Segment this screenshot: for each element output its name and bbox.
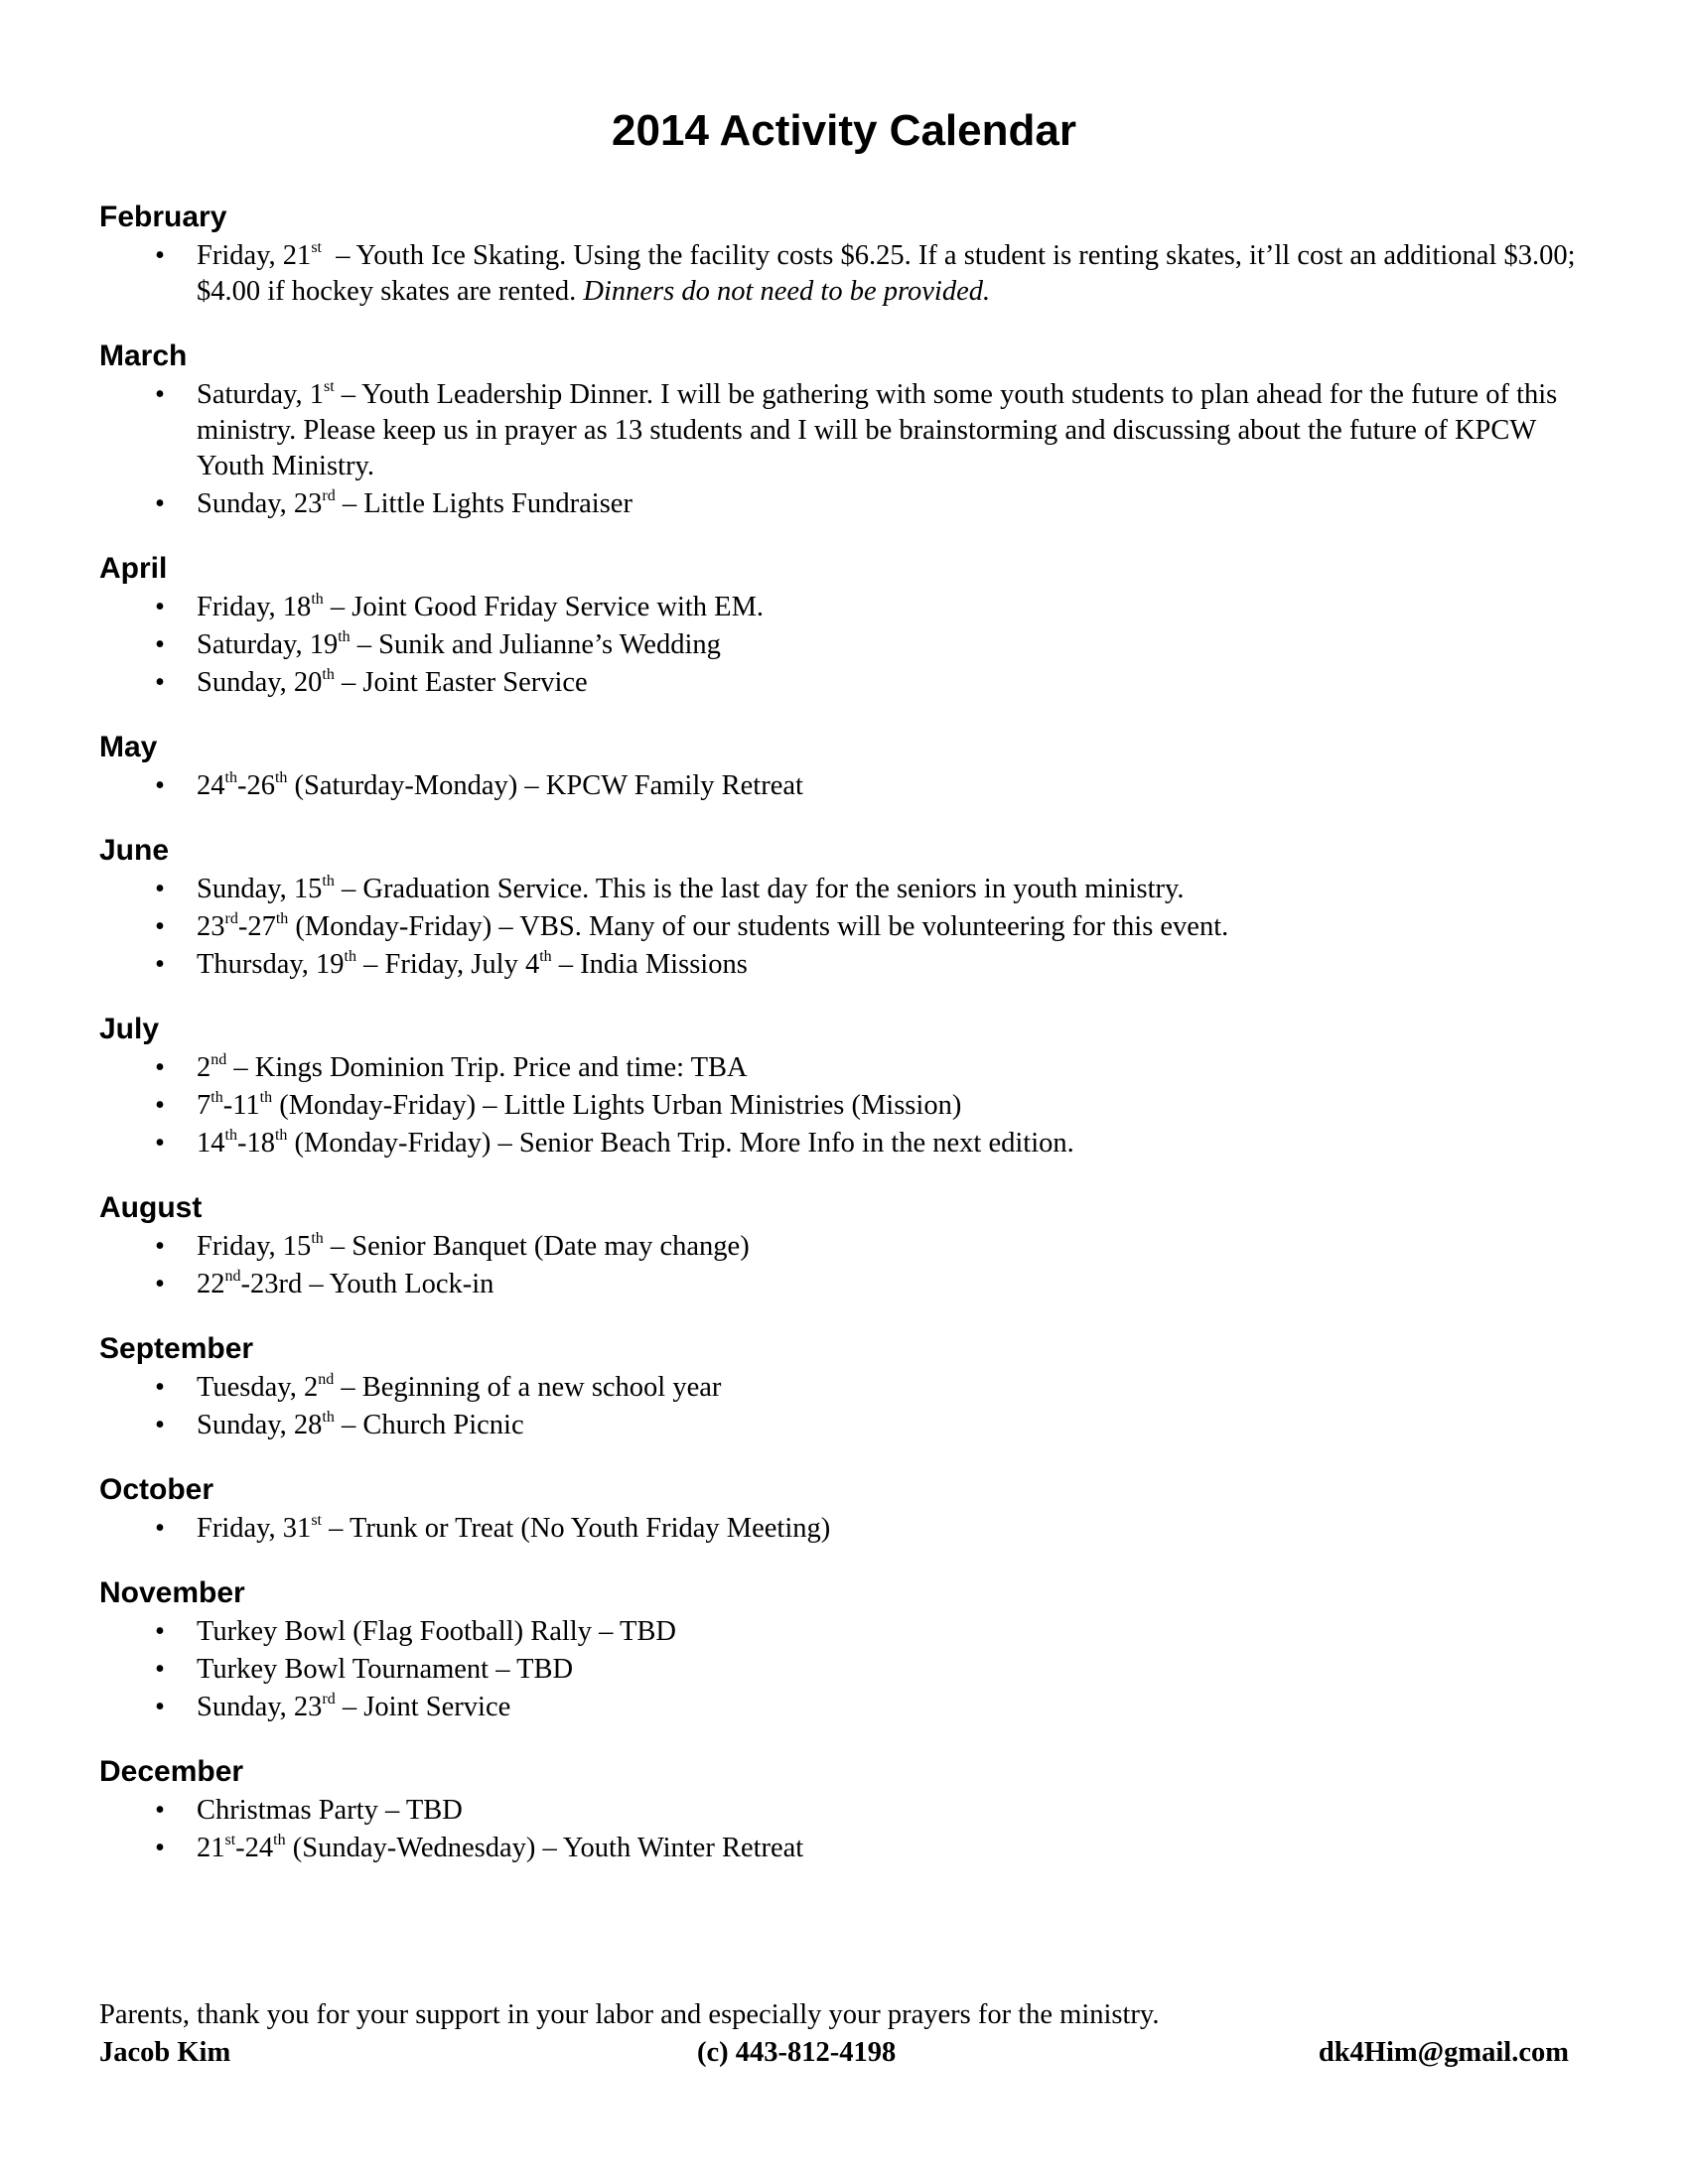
event-text: 23 <box>197 911 225 942</box>
bullet-icon: • <box>155 1128 165 1159</box>
event-text: – Joint Easter Service <box>334 667 588 698</box>
event-list <box>99 1229 1609 1302</box>
ordinal-suffix: th <box>224 769 237 786</box>
event-text: Friday, 18 <box>197 592 312 622</box>
event-list <box>99 872 1609 983</box>
event-text: – Joint Good Friday Service with EM. <box>323 592 765 622</box>
contact-phone: (c) 443-812-4198 <box>697 2037 897 2068</box>
ordinal-suffix: th <box>322 1409 335 1426</box>
ordinal-suffix: th <box>344 948 356 965</box>
event-item <box>99 1652 1609 1688</box>
bullet-icon: • <box>155 874 165 904</box>
ordinal-suffix: nd <box>211 1051 227 1068</box>
event-text: -23rd – Youth Lock-in <box>240 1269 494 1299</box>
month-heading: October <box>99 1473 214 1506</box>
month-heading: June <box>99 834 170 867</box>
event-list <box>99 1511 1609 1547</box>
event-text: 2 <box>197 1052 211 1083</box>
event-text: – Beginning of a new school year <box>334 1372 722 1403</box>
event-text: Christmas Party – TBD <box>197 1795 463 1826</box>
event-item <box>99 665 1609 701</box>
ordinal-suffix: th <box>275 910 289 927</box>
event-item <box>99 1831 1609 1866</box>
event-text: -24 <box>235 1833 274 1863</box>
ordinal-suffix: th <box>274 769 288 786</box>
ordinal-suffix: th <box>539 948 552 965</box>
month-section <box>99 1011 1609 1161</box>
event-text: – Graduation Service. This is the last day for the seniors in youth ministry. <box>334 874 1185 904</box>
month-section <box>99 1753 1609 1866</box>
event-item <box>99 486 1609 522</box>
ordinal-suffix: rd <box>322 1691 336 1707</box>
event-text: – Little Lights Fundraiser <box>335 488 633 519</box>
event-item <box>99 947 1609 983</box>
event-item <box>99 1267 1609 1302</box>
bullet-icon: • <box>155 1692 165 1722</box>
event-text: Friday, 21 <box>197 240 312 271</box>
bullet-icon: • <box>155 629 165 660</box>
event-text: -26 <box>236 770 275 801</box>
month-section <box>99 1574 1609 1725</box>
event-text: – Kings Dominion Trip. Price and time: TBA <box>226 1052 748 1083</box>
ordinal-suffix: th <box>211 1089 223 1106</box>
ordinal-suffix: rd <box>322 487 336 504</box>
bullet-icon: • <box>155 1372 165 1403</box>
ordinal-suffix: nd <box>318 1371 335 1388</box>
bullet-icon: • <box>155 1513 165 1544</box>
ordinal-suffix: th <box>224 1127 237 1144</box>
event-item <box>99 1614 1609 1650</box>
event-item <box>99 1050 1609 1086</box>
event-item <box>99 768 1609 804</box>
event-text: (Monday-Friday) – VBS. Many of our students will be volunteering for this event. <box>288 911 1229 942</box>
event-text: – Youth Ice Skating. Using the facility costs $6.25. If a student is renting skates, it’ll cost an additional $3.00; $4.00 if hockey skates are rented. <box>197 240 1583 307</box>
event-text: Sunday, 20 <box>197 667 323 698</box>
month-heading: August <box>99 1191 203 1224</box>
event-text: -11 <box>222 1090 260 1121</box>
event-text: (Monday-Friday) – Senior Beach Trip. More Info in the next edition. <box>287 1128 1074 1159</box>
bullet-icon: • <box>155 1795 165 1826</box>
event-text: – Friday, July 4 <box>356 949 540 980</box>
month-section <box>99 199 1609 310</box>
event-list <box>99 377 1609 522</box>
ordinal-suffix: st <box>311 1512 322 1529</box>
bullet-icon: • <box>155 1616 165 1647</box>
event-item <box>99 1408 1609 1443</box>
event-text: 7 <box>197 1090 211 1121</box>
bullet-icon: • <box>155 592 165 622</box>
ordinal-suffix: st <box>224 1832 236 1848</box>
month-heading: April <box>99 552 168 585</box>
event-text: Friday, 15 <box>197 1231 312 1262</box>
event-list <box>99 1050 1609 1161</box>
event-text: – Sunik and Julianne’s Wedding <box>350 629 721 660</box>
month-heading: November <box>99 1576 245 1609</box>
bullet-icon: • <box>155 240 165 271</box>
month-section <box>99 550 1609 701</box>
event-text: – Senior Banquet (Date may change) <box>323 1231 750 1262</box>
bullet-icon: • <box>155 488 165 519</box>
ordinal-suffix: th <box>311 591 324 608</box>
event-item <box>99 1370 1609 1406</box>
month-section <box>99 832 1609 983</box>
event-text: – Trunk or Treat (No Youth Friday Meeting) <box>321 1513 831 1544</box>
event-item <box>99 377 1609 484</box>
ordinal-suffix: th <box>273 1832 286 1848</box>
bullet-icon: • <box>155 1231 165 1262</box>
bullet-icon: • <box>155 770 165 801</box>
bullet-icon: • <box>155 1654 165 1685</box>
ordinal-suffix: th <box>338 628 351 645</box>
event-item <box>99 909 1609 945</box>
event-item <box>99 1690 1609 1725</box>
event-text: Sunday, 15 <box>197 874 323 904</box>
event-note: Dinners do not need to be provided. <box>583 276 991 307</box>
event-text: Friday, 31 <box>197 1513 312 1544</box>
month-heading: February <box>99 201 227 233</box>
bullet-icon: • <box>155 1410 165 1440</box>
event-text: Thursday, 19 <box>197 949 345 980</box>
bullet-icon: • <box>155 1269 165 1299</box>
event-list <box>99 1370 1609 1443</box>
event-item <box>99 1511 1609 1547</box>
document-title: 2014 Activity Calendar <box>612 106 1076 155</box>
ordinal-suffix: th <box>322 873 335 889</box>
event-list <box>99 1793 1609 1866</box>
event-item <box>99 627 1609 663</box>
month-section <box>99 1189 1609 1302</box>
event-item <box>99 1126 1609 1161</box>
event-item <box>99 1793 1609 1829</box>
event-text: – Youth Leadership Dinner. I will be gathering with some youth students to plan ahead for the future of this ministry. Please keep us in prayer as 13 students and I will be brainstorming and discussing about the future of KPCW Youth Ministry. <box>197 379 1565 481</box>
event-list <box>99 590 1609 701</box>
bullet-icon: • <box>155 1090 165 1121</box>
event-text: Sunday, 28 <box>197 1410 323 1440</box>
event-list <box>99 1614 1609 1725</box>
event-text: Saturday, 19 <box>197 629 339 660</box>
event-text: (Monday-Friday) – Little Lights Urban Ministries (Mission) <box>272 1090 962 1121</box>
closing-note: Parents, thank you for your support in your labor and especially your prayers for the ministry. <box>99 1999 1160 2030</box>
contact-line <box>99 2035 1569 2071</box>
event-text: – Joint Service <box>335 1692 511 1722</box>
event-text: Tuesday, 2 <box>197 1372 319 1403</box>
calendar-months <box>99 199 1609 1894</box>
event-text: -18 <box>236 1128 275 1159</box>
event-text: (Sunday-Wednesday) – Youth Winter Retreat <box>285 1833 804 1863</box>
month-heading: July <box>99 1013 160 1045</box>
event-text: – India Missions <box>551 949 748 980</box>
event-text: -27 <box>237 911 276 942</box>
bullet-icon: • <box>155 1833 165 1863</box>
event-text: 22 <box>197 1269 225 1299</box>
event-item <box>99 1229 1609 1265</box>
event-text: Turkey Bowl Tournament – TBD <box>197 1654 574 1685</box>
event-text: Sunday, 23 <box>197 488 323 519</box>
month-heading: March <box>99 340 188 372</box>
bullet-icon: • <box>155 911 165 942</box>
month-section <box>99 1471 1609 1547</box>
ordinal-suffix: rd <box>224 910 238 927</box>
event-text: (Saturday-Monday) – KPCW Family Retreat <box>287 770 803 801</box>
month-section <box>99 1330 1609 1443</box>
ordinal-suffix: st <box>323 378 335 395</box>
event-list <box>99 238 1609 310</box>
event-text: Turkey Bowl (Flag Football) Rally – TBD <box>197 1616 676 1647</box>
ordinal-suffix: st <box>311 239 322 256</box>
event-text: 24 <box>197 770 225 801</box>
month-heading: May <box>99 731 158 763</box>
event-text: – Church Picnic <box>334 1410 524 1440</box>
event-item <box>99 872 1609 907</box>
ordinal-suffix: th <box>259 1089 273 1106</box>
contact-name: Jacob Kim <box>99 2037 231 2068</box>
ordinal-suffix: th <box>274 1127 288 1144</box>
event-text: 14 <box>197 1128 225 1159</box>
month-heading: September <box>99 1332 254 1365</box>
event-text: Saturday, 1 <box>197 379 324 410</box>
ordinal-suffix: th <box>322 666 335 683</box>
month-heading: December <box>99 1755 244 1788</box>
ordinal-suffix: th <box>311 1230 324 1247</box>
ordinal-suffix: nd <box>224 1268 241 1285</box>
event-item <box>99 1088 1609 1124</box>
bullet-icon: • <box>155 379 165 410</box>
event-text: Sunday, 23 <box>197 1692 323 1722</box>
event-list <box>99 768 1609 804</box>
bullet-icon: • <box>155 1052 165 1083</box>
event-text: 21 <box>197 1833 225 1863</box>
bullet-icon: • <box>155 949 165 980</box>
month-section <box>99 729 1609 804</box>
contact-email: dk4Him@gmail.com <box>1318 2037 1569 2068</box>
bullet-icon: • <box>155 667 165 698</box>
event-item <box>99 590 1609 625</box>
month-section <box>99 338 1609 522</box>
event-item <box>99 238 1609 310</box>
